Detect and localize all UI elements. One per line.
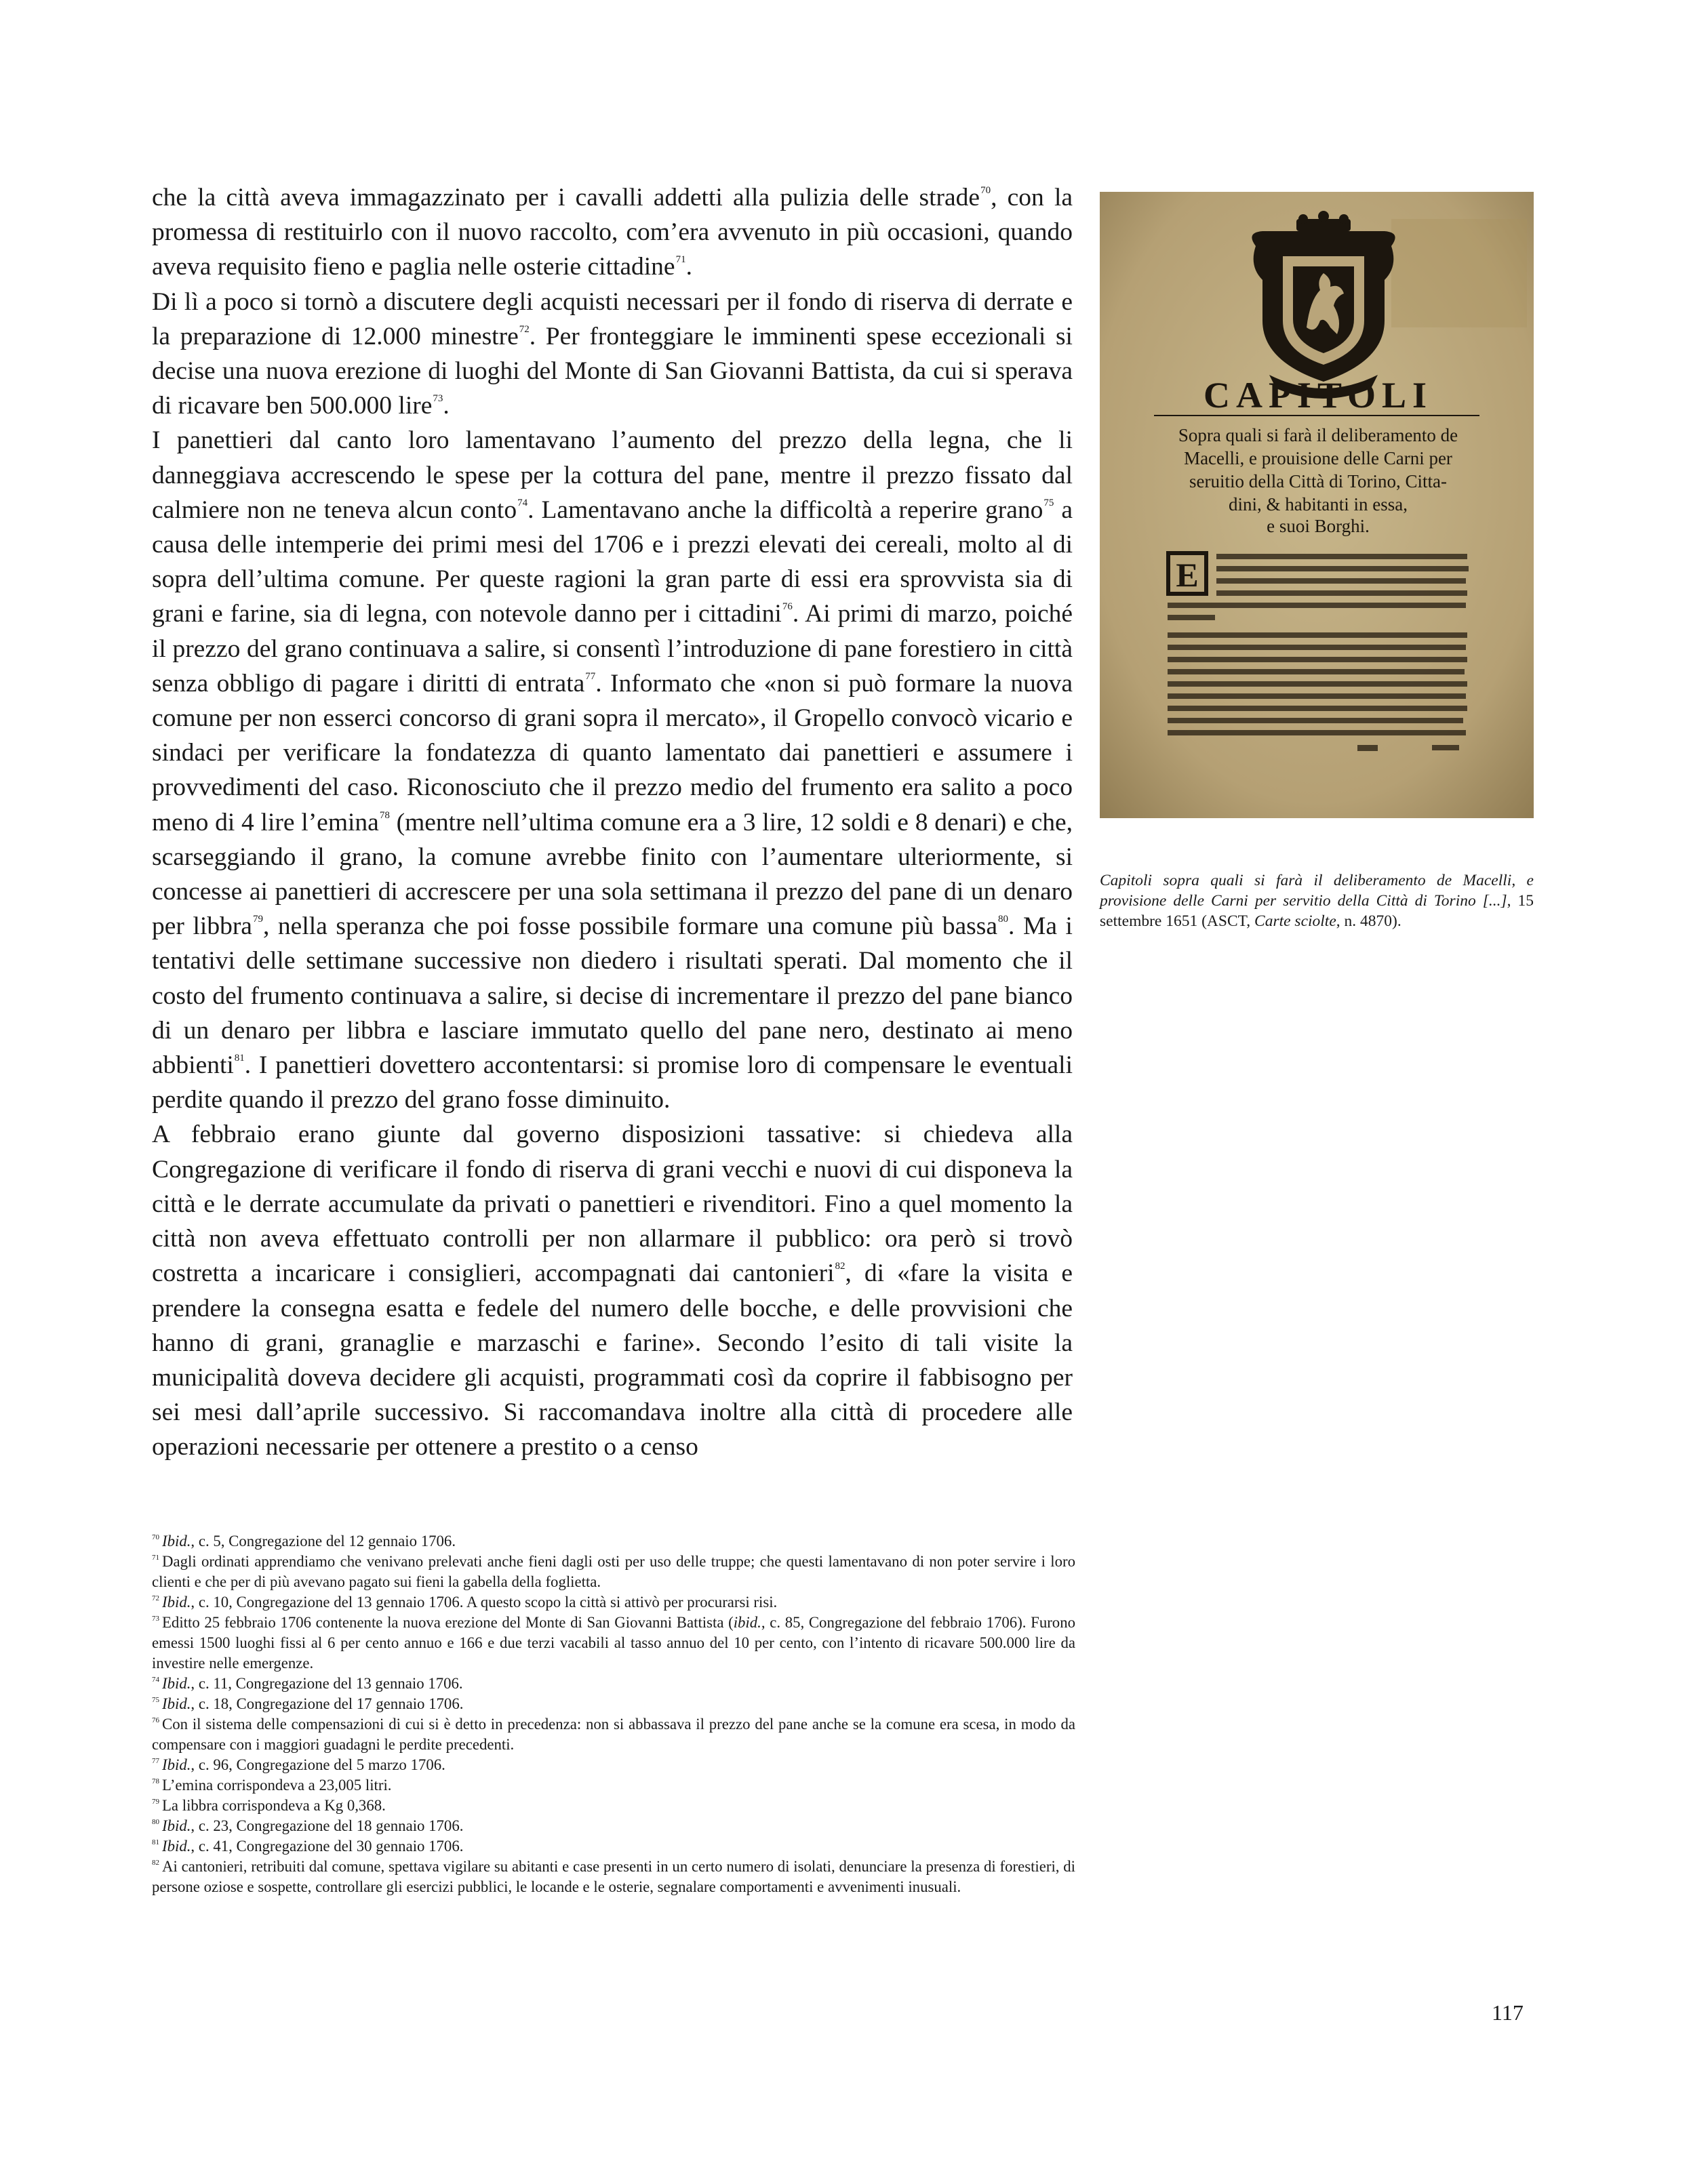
body-text-run: I panettieri dal canto loro lamentavano l’aumento del prezzo della legna, che li danneggiava accrescendo le spese per la cottura del pane, mentre il prezzo fissato dal calmiere non ne teneva alcun conto [152, 426, 1073, 524]
footnote-number: 76 [152, 1716, 159, 1724]
footnote [152, 1775, 1075, 1796]
subtitle-line-3: seruitio della Città di Torino, Citta- [1189, 471, 1448, 491]
footnote-reference: 80 [998, 914, 1008, 925]
footnote-number: 70 [152, 1533, 159, 1541]
footnote [152, 1755, 1075, 1775]
footnote-text-run: Editto 25 febbraio 1706 contenente la nuova erezione del Monte di San Giovanni Battista ( [162, 1614, 734, 1631]
footnote [152, 1552, 1075, 1592]
caption-text-run: Carte sciolte [1254, 912, 1336, 930]
subtitle-line-5: e suoi Borghi. [1267, 516, 1370, 536]
body-text-run: . [685, 253, 692, 281]
footnote-text-run: Ibid. [162, 1533, 191, 1550]
body-paragraph [152, 423, 1073, 1117]
subtitle-line-1: Sopra quali si farà il deliberamento de [1178, 425, 1458, 445]
paper-stain [1391, 219, 1527, 327]
footnote [152, 1816, 1075, 1836]
footnote-text-run: Ibid. [162, 1695, 191, 1712]
footnote [152, 1796, 1075, 1816]
body-text-run: a causa delle intemperie dei primi mesi del 1706 e i prezzi elevati dei cereali, molto al di sopra dell’ultima comune. Per queste ragioni la gran parte di essi era sprovvista sia di grani e farine, sia di legna, con notevole danno per i cittadini [152, 496, 1073, 628]
footnote-text-run: Dagli ordinati apprendiamo che venivano prelevati anche fieni dagli osti per uso delle truppe; che questi lamentavano di non poter servire i loro clienti e che per di più avevano pagato sui fieni la gabella della foglietta. [152, 1553, 1075, 1590]
footnote-number: 79 [152, 1798, 159, 1806]
footnote-reference: 78 [379, 809, 390, 821]
footnote-text-run: , c. 96, Congregazione del 5 marzo 1706. [191, 1756, 445, 1773]
footnote-text-run: , c. 41, Congregazione del 30 gennaio 1706. [191, 1838, 464, 1855]
body-text-run: , di «fare la visita e prendere la consegna esatta e fedele del numero delle bocche, e delle provvisioni che hanno di grani, granaglie e marzaschi e farine». Secondo l’esito di tali visite la municipalità doveva decidere gli acquisti, programmati così da coprire il fabbisogno per sei mesi dall’aprile successivo. Si raccomandava inoltre alla città di procedere alle operazioni necessarie per ottenere a prestito o a censo [152, 1259, 1073, 1461]
body-text-run: . Ma i tentativi delle settimane successive non diedero i risultati sperati. Dal momento che il costo del frumento continuava a salire, si decise di incrementare il prezzo del pane bianco di un denaro per libbra e lasciare immutato quello del pane nero, destinato ai meno abbienti [152, 912, 1073, 1080]
footnote-text-run: L’emina corrispondeva a 23,005 litri. [162, 1777, 392, 1794]
footnote-number: 80 [152, 1818, 159, 1826]
footnote-text-run: Ibid. [162, 1817, 191, 1834]
footnote [152, 1674, 1075, 1694]
footnote-number: 72 [152, 1594, 159, 1602]
footnote-text-run: Ibid. [162, 1675, 191, 1692]
footnote-reference: 77 [585, 670, 596, 682]
footnote-text-run: La libbra corrispondeva a Kg 0,368. [162, 1797, 386, 1814]
footnote [152, 1694, 1075, 1714]
page-number: 117 [1492, 2000, 1524, 2025]
footnote-reference: 71 [675, 254, 686, 266]
footnote-text-run: Ibid. [162, 1756, 191, 1773]
footnote [152, 1531, 1075, 1552]
body-paragraph [152, 285, 1073, 424]
body-text-run: . I panettieri dovettero accontentarsi: si promise loro di compensare le eventuali perdite quando il prezzo del grano fosse diminuito. [152, 1051, 1073, 1114]
footnote-number: 73 [152, 1615, 159, 1623]
body-paragraph [152, 1117, 1073, 1464]
footnote-text-run: Con il sistema delle compensazioni di cui si è detto in precedenza: non si abbassava il prezzo del pane anche se la comune era scesa, in modo da compensare con i maggiori guadagni le perdite precedenti. [152, 1716, 1075, 1753]
footnote-text-run: ibid. [733, 1614, 761, 1631]
footnote [152, 1857, 1075, 1897]
body-text-run: . Ai primi di marzo, poiché il prezzo del grano continuava a salire, si consentì l’introduzione di pane forestiero in città senza obbligo di pagare i diritti di entrata [152, 600, 1073, 697]
footnote-reference: 81 [234, 1053, 245, 1064]
footnote [152, 1592, 1075, 1613]
body-text-run: . Lamentavano anche la difficoltà a reperire grano [528, 496, 1043, 524]
footnote-reference: 74 [517, 497, 528, 508]
body-text [152, 180, 1073, 1465]
decorated-initial-icon [1166, 551, 1208, 596]
footnote-text-run: , c. 10, Congregazione del 13 gennaio 1706. A questo scopo la città si attivò per procurarsi risi. [191, 1594, 778, 1611]
footnote-number: 81 [152, 1838, 159, 1846]
body-paragraph [152, 180, 1073, 285]
footnote-text-run: , c. 11, Congregazione del 13 gennaio 1706. [191, 1675, 463, 1692]
footnote-reference: 82 [835, 1261, 846, 1272]
caption-text-run: , 15 settembre 1651 (ASCT, [1100, 892, 1534, 930]
footnotes [152, 1531, 1075, 1897]
body-text-run: , con la promessa di restituirlo con il nuovo raccolto, com’era avvenuto in più occasioni, quando aveva requisito fieno e paglia nelle osterie cittadine [152, 184, 1073, 281]
footnote-number: 75 [152, 1696, 159, 1704]
footnote-number: 71 [152, 1554, 159, 1562]
body-text-run: A febbraio erano giunte dal governo disposizioni tassative: si chiedeva alla Congregazione di verificare il fondo di riserva di grani vecchi e nuovi di cui disponeva la città e le derrate accumulate da privati o panettieri e rivenditori. Fino a quel momento la città non aveva effettuato controlli per non allarmare il pubblico: ora però si trovò costretta a incaricare i consiglieri, accompagnati dai cantonieri [152, 1120, 1073, 1288]
footnote-reference: 79 [252, 914, 263, 925]
footnote-text-run: Ibid. [162, 1838, 191, 1855]
footnote-number: 74 [152, 1676, 159, 1684]
footnote [152, 1836, 1075, 1857]
subtitle-line-4: dini, & habitanti in essa, [1229, 494, 1408, 514]
caption-text-run: Capitoli sopra quali si farà il deliberamento de Macelli, e provisione delle Carni per servitio della Città di Torino [...] [1100, 872, 1534, 910]
footnote-text-run: , c. 23, Congregazione del 18 gennaio 1706. [191, 1817, 464, 1834]
footnote-text-run: Ibid. [162, 1594, 191, 1611]
footnote-number: 78 [152, 1777, 159, 1785]
body-text-run: . Per fronteggiare le imminenti spese eccezionali si decise una nuova erezione di luoghi del Monte di San Giovanni Battista, da cui si sperava di ricavare ben 500.000 lire [152, 322, 1073, 420]
body-text-run: , nella speranza che poi fosse possibile formare una comune più bassa [262, 912, 997, 941]
footnote-text-run: Ai cantonieri, retribuiti dal comune, spettava vigilare su abitanti e case presenti in un certo numero di isolati, denunciare la presenza di forestieri, di persone oziose e sospette, controllare gli esercizi pubblici, le locande e le osterie, segnalare comportamenti e avvenimenti inusuali. [152, 1858, 1075, 1895]
footnote-reference: 72 [519, 323, 530, 335]
footnote [152, 1613, 1075, 1674]
footnote-number: 82 [152, 1859, 159, 1867]
footnote-text-run: , c. 18, Congregazione del 17 gennaio 1706. [191, 1695, 464, 1712]
subtitle-line-2: Macelli, e prouisione delle Carni per [1184, 448, 1452, 468]
footnote [152, 1714, 1075, 1755]
footnote-reference: 70 [980, 185, 991, 196]
footnote-reference: 73 [433, 393, 443, 405]
caption-text-run: , n. 4870). [1336, 912, 1401, 930]
footnote-text-run: , c. 85, Congregazione del febbraio 1706). Furono emessi 1500 luoghi fissi al 6 per cento annuo e 166 e due terzi vacabili al tasso annuo del 10 per cento, con l’intento di ricavare 500.000 lire da investire nelle emergenze. [152, 1614, 1076, 1672]
footnote-number: 77 [152, 1757, 159, 1765]
body-text-run: (mentre nell’ultima comune era a 3 lire, 12 soldi e 8 denari) e che, scarseggiando il grano, la comune avrebbe finito con l’aumentare ulteriormente, si concesse ai panettieri di accrescere per una sola settimana il prezzo del pane di un denaro per libbra [152, 808, 1073, 941]
body-text-run: . Informato che «non si può formare la nuova comune per non esserci concorso di grani sopra il mercato», il Gropello convocò vicario e sindaci per verificare la fondatezza di quanto lamentato dai panettieri e assumere i provvedimenti del caso. Riconosciuto che il prezzo medio del frumento era salito a poco meno di 4 lire l’emina [152, 669, 1073, 836]
footnote-reference: 75 [1043, 497, 1054, 508]
document-title: CAPITOLI [1203, 375, 1433, 416]
historical-document-image [1100, 192, 1534, 818]
body-text-run: Di lì a poco si tornò a discutere degli acquisti necessari per il fondo di riserva di derrate e la preparazione di 12.000 minestre [152, 287, 1073, 350]
body-text-run: . [443, 392, 450, 420]
dropcap-letter: E [1176, 556, 1199, 594]
footnote-reference: 76 [782, 601, 793, 613]
figure-caption [1100, 870, 1534, 931]
body-text-run: che la città aveva immagazzinato per i cavalli addetti alla pulizia delle strade [152, 184, 980, 211]
footnote-text-run: , c. 5, Congregazione del 12 gennaio 1706. [191, 1533, 456, 1550]
